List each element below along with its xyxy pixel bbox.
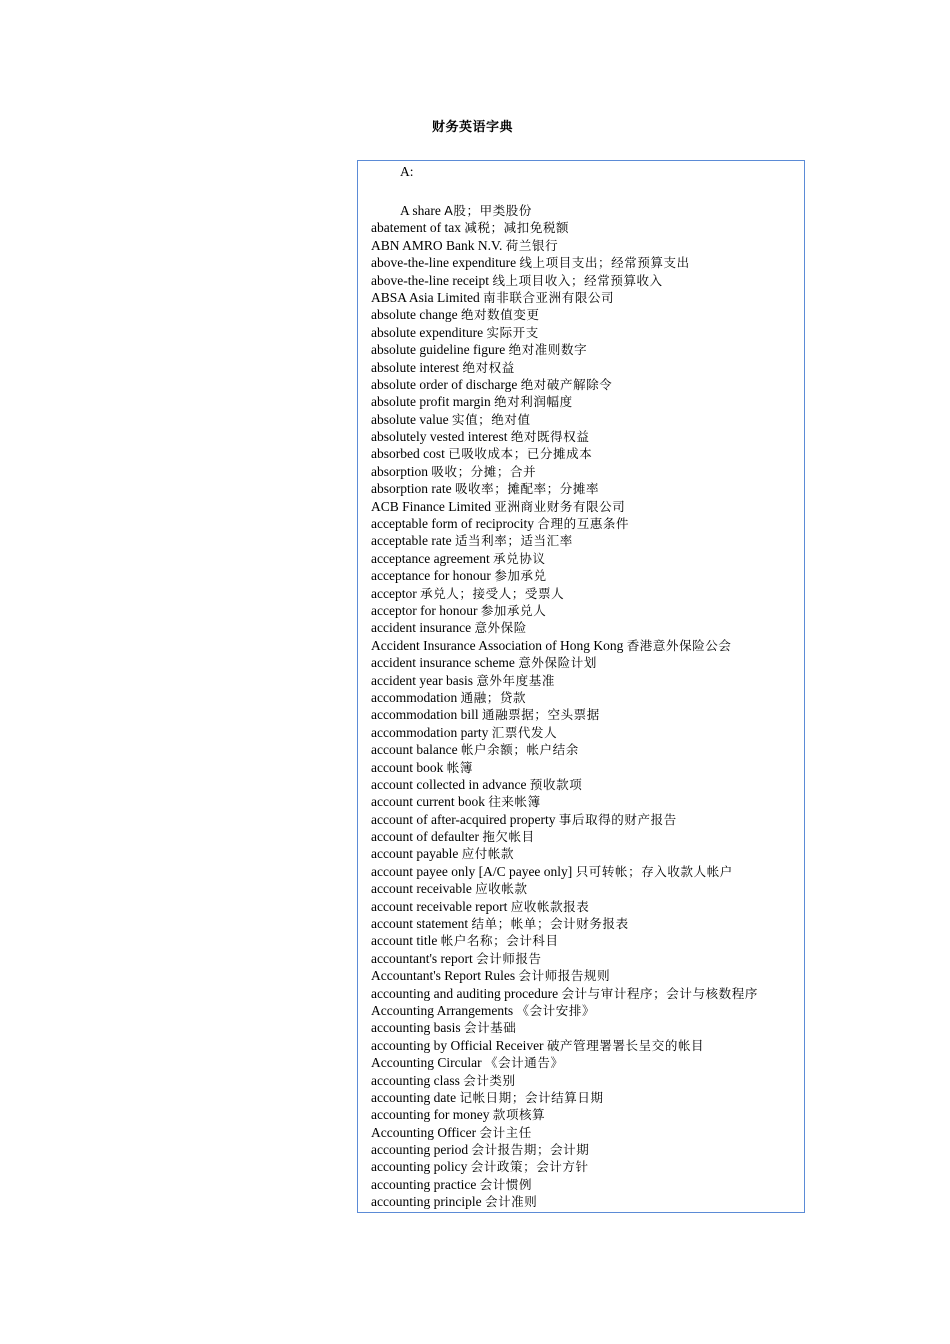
dictionary-entry bbox=[371, 585, 804, 602]
entry-term: account payable bbox=[371, 846, 459, 862]
entry-translation: A股；甲类股份 bbox=[444, 203, 533, 218]
entry-translation: 线上项目支出；经常预算支出 bbox=[519, 255, 690, 271]
entry-term: accounting and auditing procedure bbox=[371, 985, 559, 1001]
entry-term: absolute guideline figure bbox=[371, 342, 506, 358]
entry-term: account receivable bbox=[371, 881, 472, 897]
entry-term: ACB Finance Limited bbox=[371, 498, 491, 514]
dictionary-entry bbox=[371, 1141, 804, 1158]
entry-term: acceptable rate bbox=[371, 533, 452, 549]
entry-translation: 《会计通告》 bbox=[484, 1055, 564, 1071]
dictionary-entry bbox=[371, 915, 804, 932]
dictionary-entry bbox=[371, 863, 804, 880]
dictionary-entry bbox=[371, 359, 804, 376]
dictionary-entry bbox=[371, 776, 804, 793]
entry-term: absorption rate bbox=[371, 481, 452, 497]
entry-term: absolute profit margin bbox=[371, 394, 491, 410]
entry-translation: 汇票代发人 bbox=[491, 724, 558, 740]
entry-translation: 绝对既得权益 bbox=[510, 429, 590, 445]
entry-term: acceptor for honour bbox=[371, 602, 478, 618]
entry-term: account payee only [A/C payee only] bbox=[371, 863, 573, 879]
entry-translation: 减税；减扣免税额 bbox=[464, 220, 570, 236]
entry-term: above-the-line receipt bbox=[371, 272, 490, 288]
dictionary-entry bbox=[371, 1176, 804, 1193]
dictionary-entry bbox=[371, 1089, 804, 1106]
entry-translation: 帐户余额；帐户结余 bbox=[460, 742, 579, 758]
entry-term: absolute change bbox=[371, 307, 458, 323]
dictionary-frame bbox=[357, 160, 805, 1213]
section-heading: A: bbox=[400, 164, 414, 179]
dictionary-entry bbox=[371, 654, 804, 671]
dictionary-entry bbox=[371, 272, 804, 289]
dictionary-entry bbox=[371, 637, 804, 654]
entry-term: absorption bbox=[371, 463, 428, 479]
entry-translation: 帐户名称；会计科目 bbox=[440, 933, 559, 949]
entry-term: account statement bbox=[371, 916, 469, 932]
entry-translation: 实值；绝对值 bbox=[451, 411, 531, 427]
entry-term: account of defaulter bbox=[371, 829, 479, 845]
entry-term: ABSA Asia Limited bbox=[371, 289, 480, 305]
entry-translation: 会计类别 bbox=[463, 1072, 516, 1088]
entry-term: accountant's report bbox=[371, 950, 473, 966]
entry-translation: 意外保险计划 bbox=[518, 655, 597, 671]
entry-translation: 帐簿 bbox=[446, 759, 473, 775]
dictionary-entry bbox=[371, 219, 804, 236]
dictionary-entry bbox=[371, 428, 804, 445]
dictionary-entry bbox=[371, 811, 804, 828]
entry-term: account title bbox=[371, 933, 438, 949]
dictionary-entry bbox=[371, 550, 804, 567]
dictionary-entry bbox=[371, 480, 804, 497]
dictionary-entry bbox=[371, 985, 804, 1002]
dictionary-entry bbox=[371, 567, 804, 584]
dictionary-entry bbox=[371, 1106, 804, 1123]
dictionary-entry bbox=[371, 341, 804, 358]
entry-term: acceptance for honour bbox=[371, 568, 491, 584]
entry-term: Accounting Circular bbox=[371, 1055, 482, 1071]
entry-term: ABN AMRO Bank N.V. bbox=[371, 237, 503, 253]
dictionary-entry bbox=[371, 463, 804, 480]
entry-term: accommodation bbox=[371, 689, 458, 705]
page-title: 财务英语字典 bbox=[432, 120, 514, 135]
dictionary-entry bbox=[371, 672, 804, 689]
entry-term: account current book bbox=[371, 794, 485, 810]
entry-translation: 通融；贷款 bbox=[460, 689, 527, 705]
dictionary-entry bbox=[371, 1072, 804, 1089]
dictionary-entry bbox=[371, 498, 804, 515]
dictionary-entry bbox=[371, 289, 804, 306]
entry-translation: 意外年度基准 bbox=[476, 672, 555, 688]
entry-translation: 记帐日期；会计结算日期 bbox=[459, 1089, 604, 1105]
entry-translation: 会计师报告 bbox=[476, 950, 542, 966]
entry-translation: 承兑人；接受人；受票人 bbox=[420, 585, 565, 601]
entry-translation: 承兑协议 bbox=[493, 550, 546, 566]
entry-translation: 只可转帐；存入收款人帐户 bbox=[575, 863, 733, 879]
dictionary-entry bbox=[371, 445, 804, 462]
entry-translation: 线上项目收入；经常预算收入 bbox=[492, 272, 663, 288]
entry-term: acceptor bbox=[371, 585, 417, 601]
dictionary-entry bbox=[371, 532, 804, 549]
dictionary-entry bbox=[371, 967, 804, 984]
entry-translation: 会计准则 bbox=[484, 1194, 538, 1210]
entry-term: accommodation bill bbox=[371, 707, 479, 723]
dictionary-entry bbox=[371, 1124, 804, 1141]
entry-translation: 意外保险 bbox=[474, 620, 527, 636]
entry-translation: 绝对权益 bbox=[462, 359, 515, 375]
entry-term: account balance bbox=[371, 742, 458, 758]
dictionary-entry bbox=[371, 602, 804, 619]
dictionary-entry bbox=[371, 324, 804, 341]
entry-term: accident insurance bbox=[371, 620, 472, 636]
entry-translation: 南非联合亚洲有限公司 bbox=[483, 289, 615, 305]
entry-translation: 已吸收成本；已分摊成本 bbox=[448, 446, 593, 462]
entry-term: absolute value bbox=[371, 411, 449, 427]
entry-translation: 会计主任 bbox=[479, 1124, 532, 1140]
entry-translation: 合理的互惠条件 bbox=[537, 516, 630, 532]
entry-term: accident insurance scheme bbox=[371, 655, 515, 671]
entry-term: Accountant's Report Rules bbox=[371, 968, 516, 984]
dictionary-entry bbox=[371, 376, 804, 393]
entry-translation: 结单；帐单；会计财务报表 bbox=[471, 916, 629, 932]
entry-term: absorbed cost bbox=[371, 446, 445, 462]
entry-translation: 吸收率；摊配率；分摊率 bbox=[454, 481, 600, 497]
entry-translation: 拖欠帐目 bbox=[482, 829, 535, 845]
entry-term: accounting basis bbox=[371, 1020, 461, 1036]
entry-translation: 预收款项 bbox=[529, 776, 583, 792]
entry-term: accounting policy bbox=[371, 1159, 468, 1175]
entry-translation: 绝对数值变更 bbox=[460, 307, 540, 323]
entry-translation: 会计与审计程序；会计与核数程序 bbox=[561, 985, 758, 1001]
entry-translation: 会计政策；会计方针 bbox=[470, 1159, 589, 1175]
entry-term: account of after-acquired property bbox=[371, 811, 556, 827]
dictionary-entry bbox=[371, 202, 804, 219]
dictionary-entry bbox=[371, 619, 804, 636]
entry-term: accounting class bbox=[371, 1072, 460, 1088]
entry-term: accounting principle bbox=[371, 1194, 482, 1210]
entry-translation: 绝对利润幅度 bbox=[494, 394, 573, 410]
entry-term: absolute order of discharge bbox=[371, 376, 518, 392]
entry-term: acceptable form of reciprocity bbox=[371, 516, 535, 532]
dictionary-entry bbox=[371, 1019, 804, 1036]
dictionary-entry bbox=[371, 845, 804, 862]
dictionary-entry bbox=[371, 706, 804, 723]
entry-translation: 参加承兑 bbox=[494, 568, 547, 584]
dictionary-entry bbox=[371, 932, 804, 949]
entry-translation: 荷兰银行 bbox=[505, 237, 559, 253]
entry-translation: 适当利率；适当汇率 bbox=[454, 533, 573, 549]
dictionary-entry bbox=[371, 515, 804, 532]
entry-term: accident year basis bbox=[371, 672, 473, 688]
entry-translation: 《会计安排》 bbox=[516, 1002, 596, 1018]
dictionary-entry bbox=[371, 1002, 804, 1019]
dictionary-entry bbox=[371, 741, 804, 758]
dictionary-entry bbox=[371, 1037, 804, 1054]
dictionary-entry bbox=[371, 793, 804, 810]
entry-translation: 应付帐款 bbox=[461, 846, 515, 862]
entry-translation: 往来帐簿 bbox=[488, 794, 541, 810]
entry-term: absolute expenditure bbox=[371, 324, 484, 340]
dictionary-entry bbox=[371, 1054, 804, 1071]
entry-term: Accounting Arrangements bbox=[371, 1002, 514, 1018]
dictionary-entry bbox=[371, 393, 804, 410]
dictionary-entry bbox=[371, 1158, 804, 1175]
entry-translation: 应收帐款 bbox=[475, 881, 528, 897]
entry-term: account receivable report bbox=[371, 898, 508, 914]
entry-term: acceptance agreement bbox=[371, 550, 490, 566]
dictionary-entry bbox=[371, 724, 804, 741]
dictionary-entry bbox=[371, 759, 804, 776]
entry-term: accounting by Official Receiver bbox=[371, 1037, 544, 1053]
entry-translation: 绝对破产解除令 bbox=[520, 376, 613, 392]
entry-translation: 通融票据；空头票据 bbox=[481, 707, 600, 723]
entry-translation: 事后取得的财产报告 bbox=[558, 811, 677, 827]
entry-term: Accident Insurance Association of Hong Kong bbox=[371, 637, 624, 653]
entry-term: account collected in advance bbox=[371, 776, 527, 792]
entry-term: absolute interest bbox=[371, 359, 460, 375]
entry-list bbox=[371, 202, 804, 1211]
entry-translation: 破产管理署署长呈交的帐目 bbox=[546, 1037, 705, 1053]
dictionary-entry bbox=[371, 306, 804, 323]
entry-translation: 参加承兑人 bbox=[480, 602, 547, 618]
entry-translation: 吸收；分摊；合并 bbox=[431, 463, 537, 479]
dictionary-entry bbox=[371, 950, 804, 967]
entry-translation: 会计报告期；会计期 bbox=[471, 1142, 590, 1158]
entry-translation: 款项核算 bbox=[492, 1107, 546, 1123]
entry-term: absolutely vested interest bbox=[371, 429, 508, 445]
entry-term: accommodation party bbox=[371, 724, 489, 740]
dictionary-entry bbox=[371, 898, 804, 915]
entry-term: accounting practice bbox=[371, 1176, 477, 1192]
entry-term: accounting period bbox=[371, 1142, 469, 1158]
dictionary-entry bbox=[371, 689, 804, 706]
dictionary-entry bbox=[371, 411, 804, 428]
dictionary-entry bbox=[371, 237, 804, 254]
entry-translation: 会计师报告规则 bbox=[518, 968, 611, 984]
entry-translation: 会计惯例 bbox=[479, 1176, 533, 1192]
entry-translation: 绝对准则数字 bbox=[508, 342, 588, 358]
entry-term: account book bbox=[371, 759, 444, 775]
entry-translation: 香港意外保险公会 bbox=[626, 637, 732, 653]
entry-term: A share bbox=[400, 203, 441, 218]
dictionary-entry bbox=[371, 254, 804, 271]
entry-translation: 会计基础 bbox=[463, 1020, 517, 1036]
entry-term: accounting for money bbox=[371, 1107, 490, 1123]
entry-term: above-the-line expenditure bbox=[371, 255, 517, 271]
entry-term: accounting date bbox=[371, 1089, 457, 1105]
entry-translation: 实际开支 bbox=[486, 324, 539, 340]
entry-term: abatement of tax bbox=[371, 220, 461, 236]
dictionary-entry bbox=[371, 828, 804, 845]
entry-translation: 应收帐款报表 bbox=[510, 898, 590, 914]
dictionary-entry bbox=[371, 1193, 804, 1210]
dictionary-entry bbox=[371, 880, 804, 897]
entry-translation: 亚洲商业财务有限公司 bbox=[494, 498, 626, 514]
entry-term: Accounting Officer bbox=[371, 1124, 477, 1140]
